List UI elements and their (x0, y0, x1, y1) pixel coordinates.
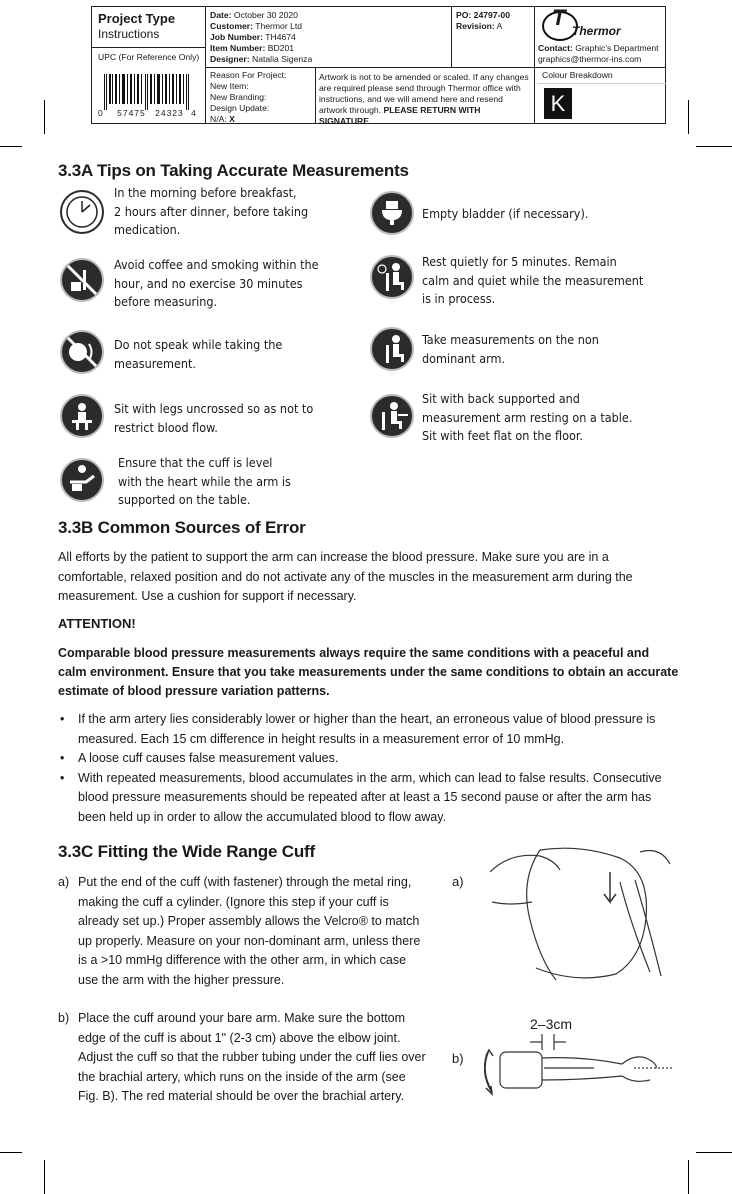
clock-icon (60, 190, 104, 234)
figure-b-label: b) (452, 1051, 464, 1066)
crop-mark (0, 1152, 22, 1153)
step-b: b) Place the cuff around your bare arm. Make sure the bottom edge of the cuff is about 1" (2-3 cm) above the elbow joint. Adjust the cuff so that the rubber tubing under the cuff lies over the brachial artery, which runs on the inside of the arm (see Fig. B). The red material should be over the brachial artery. (58, 1011, 426, 1103)
no-speaking-icon (60, 330, 104, 374)
rest-seated-icon (370, 255, 414, 299)
cuff-heart-level-icon (60, 458, 104, 502)
crop-mark (0, 146, 22, 147)
barcode-digit: 0 (98, 108, 104, 118)
step-a: a) Put the end of the cuff (with fastener) through the metal ring, making the cuff a cylinder. (Ignore this step if your cuff is already set up.) Proper assembly allows the Velcro® to match up properly. Measure on your non-dominant arm, unless there is a >10 mmHg difference with the other arm, in which case use the arm with the higher pressure. (58, 875, 421, 987)
job-number: TH4674 (265, 32, 296, 42)
na-value: X (229, 114, 235, 124)
figure-a-cuff-illustration (490, 842, 680, 987)
colour-swatch-k: K (544, 88, 572, 119)
list-item: • A loose cuff causes false measurement values. (58, 749, 680, 769)
reason-for-project: Reason For Project: New Item: New Branding: Design Update: N/A: X (210, 70, 287, 124)
section-title: 3.3C Fitting the Wide Range Cuff (58, 842, 315, 861)
crop-mark (44, 1160, 45, 1194)
logo-wordmark: Thermor (572, 24, 621, 38)
customer-value: Thermor Ltd (255, 21, 303, 31)
date-value: October 30 2020 (233, 10, 298, 20)
contact-email: graphics@thermor-ins.com (538, 54, 642, 64)
crop-mark (44, 100, 45, 134)
figure-a-label: a) (452, 874, 464, 889)
list-item: • With repeated measurements, blood accumulates in the arm, which can lead to false results. Consecutive blood pressure measurements should be repeated after at least a 15 second pause or after the arm has been held up in order to allow the accumulated blood to flow away. (58, 769, 680, 828)
proof-header (91, 6, 666, 124)
po-revision: PO: 24797-00 Revision: A (456, 10, 510, 31)
toilet-icon (370, 191, 414, 235)
barcode-digit: 57475 (117, 108, 146, 118)
figure-b-dimension: 2–3cm (530, 1016, 573, 1032)
section-title: 3.3A Tips on Taking Accurate Measurements (58, 161, 409, 180)
section-title: 3.3B Common Sources of Error (58, 518, 306, 537)
attention-heading: ATTENTION! (58, 616, 136, 631)
project-type-value: Instructions (98, 27, 160, 41)
non-dominant-arm-icon (370, 327, 414, 371)
barcode-digit: 24323 (155, 108, 184, 118)
error-intro: All efforts by the patient to support the arm can increase the blood pressure. Make sure you are in a comfortable, relaxed position and do not activate any of the muscles in the measurement arm during the measurement. Use a cushion for support if necessary. (58, 550, 633, 603)
list-item: • If the arm artery lies considerably lower or higher than the heart, an erroneous value of blood pressure is measured. Each 15 cm difference in height results in a measurement error of 10 mmHg. (58, 710, 680, 749)
attention-text: Comparable blood pressure measurements always require the same conditions with a peaceful and calm environment. Ensure that you take measurements under the same conditions to obtain an accurate estimate of blood pressure variation patterns. (58, 646, 679, 698)
uncrossed-legs-icon (60, 394, 104, 438)
crop-mark (688, 1160, 689, 1194)
barcode (92, 65, 205, 123)
po-number: 24797-00 (473, 10, 510, 20)
crop-mark (696, 146, 732, 147)
colour-breakdown: Colour Breakdown K (538, 70, 666, 123)
thermor-logo: T Thermor Contact: Graphic's Department graphics@thermor-ins.com (538, 5, 659, 64)
contact-value: Graphic's Department (575, 43, 659, 53)
project-type-label: Project Type (98, 11, 176, 26)
crop-mark (696, 1152, 732, 1153)
error-list (58, 710, 680, 827)
figure-b-arm-illustration (484, 1032, 674, 1104)
no-coffee-smoking-icon (60, 258, 104, 302)
job-details: Date: October 30 2020 Customer: Thermor Ltd Job Number: TH4674 Item Number: BD201 Designer: Natalia Sigenza (210, 10, 313, 64)
artwork-note: Artwork is not to be amended or scaled. If any changes are required please send through Thermor office with instructions, and we will amend here and resend artwork through. PLEASE RETURN WITH SIGNATURE (319, 72, 529, 126)
item-number: BD201 (267, 43, 295, 53)
barcode-digit: 4 (191, 108, 197, 118)
crop-mark (688, 100, 689, 134)
upc-label: UPC (For Reference Only) (98, 52, 200, 62)
revision-value: A (496, 21, 503, 31)
back-supported-icon (370, 394, 414, 438)
project-type (98, 11, 175, 42)
designer-name: Natalia Sigenza (252, 54, 313, 64)
